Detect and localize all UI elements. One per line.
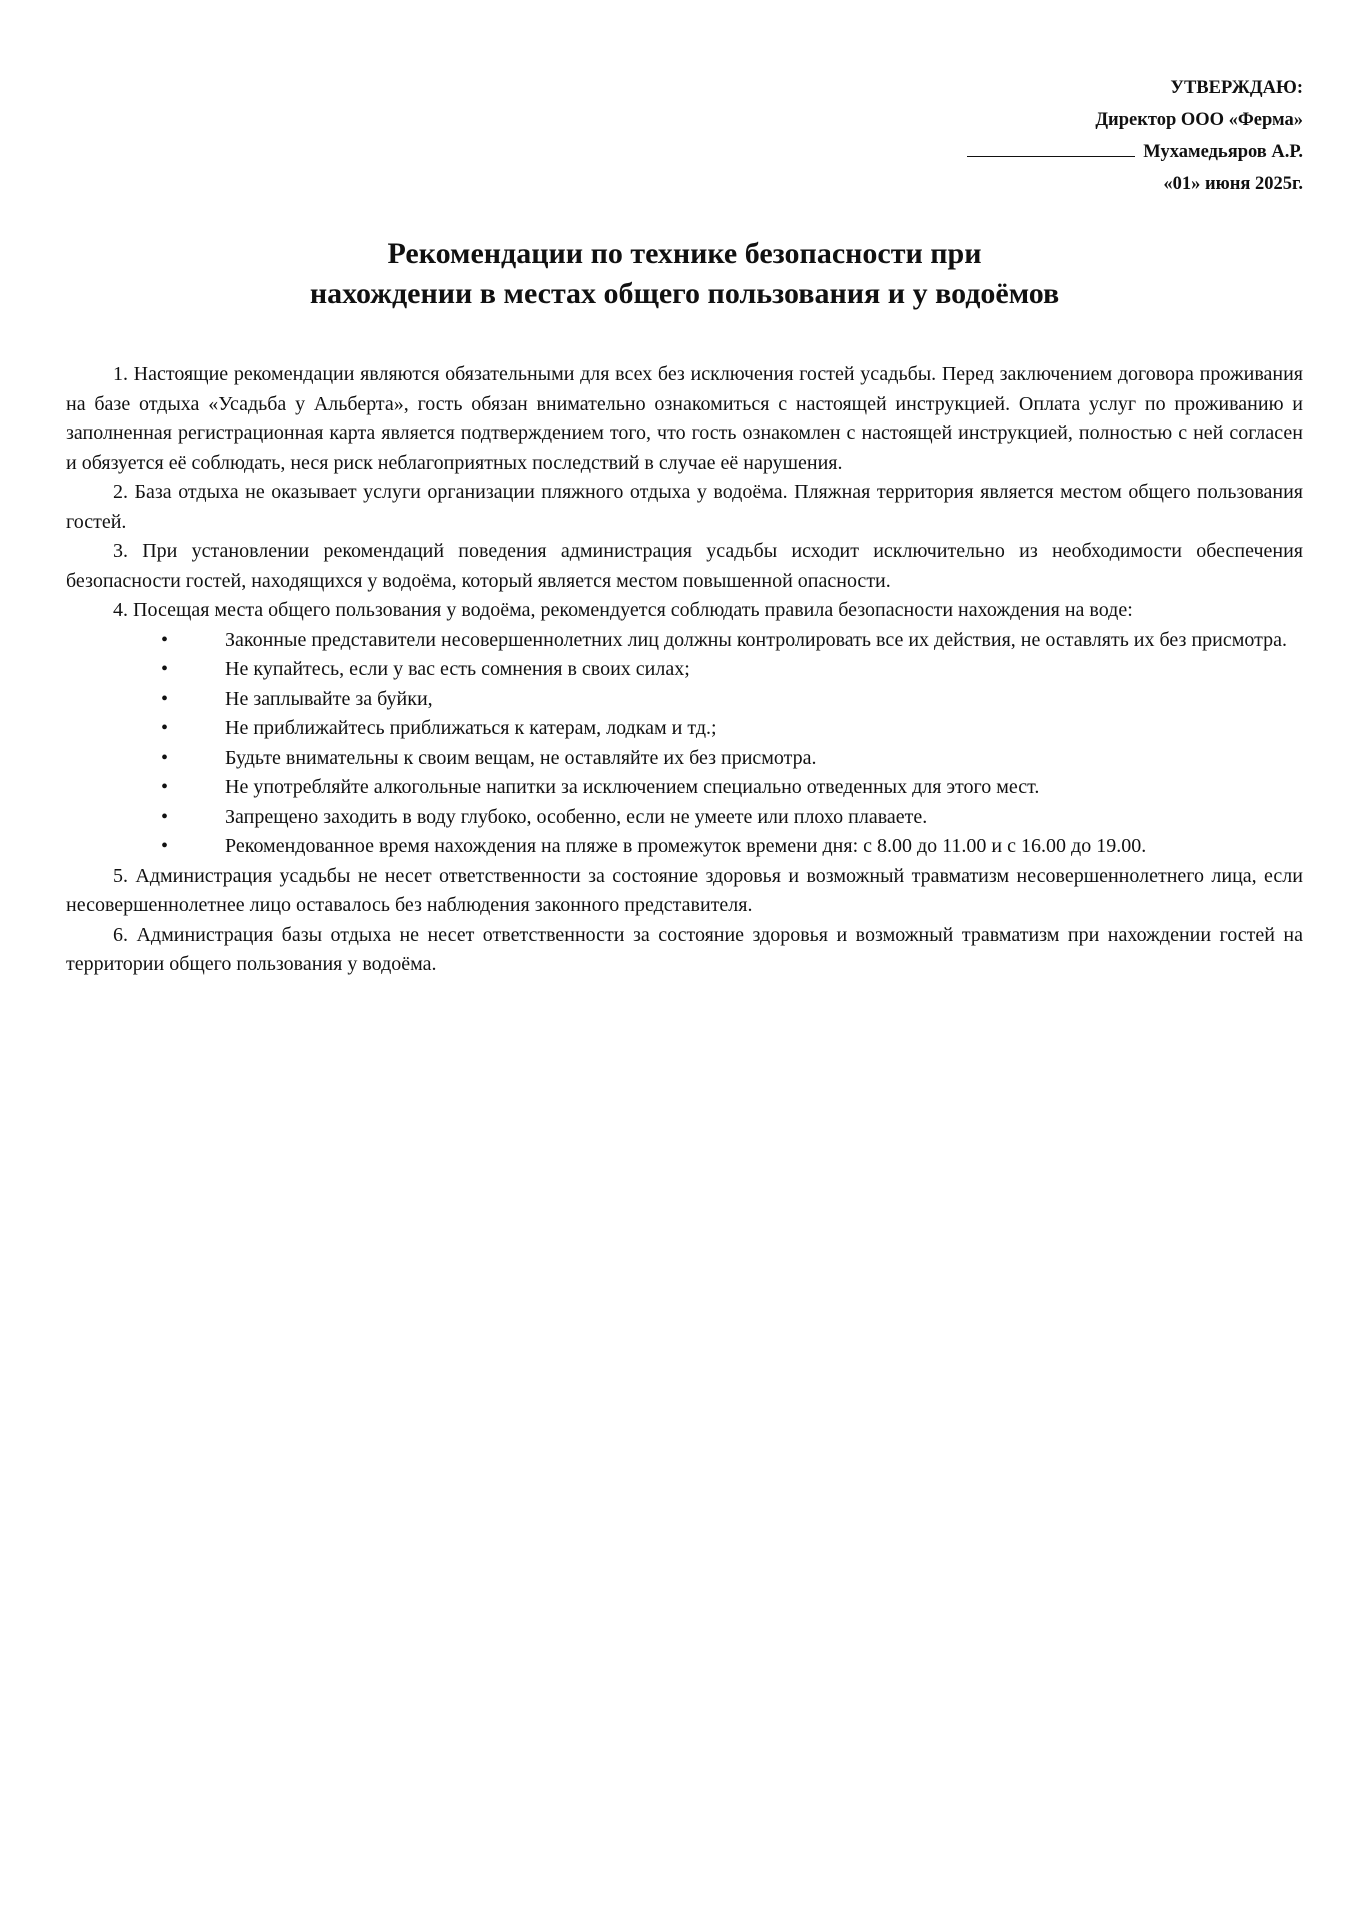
bullet-icon: • [161,776,169,798]
approval-signer-name: Мухамедьяров А.Р. [1143,142,1303,162]
approval-date: «01» июня 2025г. [1163,174,1303,194]
list-item [66,685,1303,715]
bullet-icon: • [161,746,169,769]
bullet-icon: • [161,835,169,857]
list-item [66,655,1303,685]
bullet-icon: • [161,628,169,651]
paragraph-5: 5. Администрация усадьбы не несет ответственности за состояние здоровья и возможный травматизм несовершеннолетнего лица, если несовершеннолетнее лицо оставалось без наблюдения законного представителя. [66,864,1303,916]
list-item-text: Не купайтесь, если у вас есть сомнения в своих силах; [225,658,690,680]
document-title [66,234,1303,314]
safety-rules-list [66,626,1303,862]
list-item [66,803,1303,833]
paragraph-4: 4. Посещая места общего пользования у водоёма, рекомендуется соблюдать правила безопасности нахождения на воде: [113,599,1133,621]
list-item-text: Будьте внимательны к своим вещам, не оставляйте их без присмотра. [225,746,817,769]
document-body [66,360,1303,980]
signature-line [967,138,1135,157]
list-item-text: Не употребляйте алкогольные напитки за исключением специально отведенных для этого мест. [225,776,1040,798]
paragraph-6: 6. Администрация базы отдыха не несет ответственности за состояние здоровья и возможный травматизм при нахождении гостей на территории общего пользования у водоёма. [66,923,1303,975]
list-item-text: Запрещено заходить в воду глубоко, особенно, если не умеете или плохо плаваете. [225,805,928,828]
bullet-icon: • [161,805,169,828]
list-item-text: Рекомендованное время нахождения на пляже в промежуток времени дня: с 8.00 до 11.00 и с 16.00 до 19.00. [225,835,1147,857]
approval-heading: УТВЕРЖДАЮ: [1170,78,1303,98]
list-item [66,832,1303,862]
approval-signature-row [967,136,1303,168]
paragraph-2: 2. База отдыха не оказывает услуги организации пляжного отдыха у водоёма. Пляжная территория является местом общего пользования гостей. [66,481,1303,533]
list-item [66,744,1303,774]
list-item-text: Не заплывайте за буйки, [225,687,433,710]
title-line-1: Рекомендации по технике безопасности при [387,237,982,270]
list-item [66,626,1303,656]
bullet-icon: • [161,687,169,710]
list-item-text: Не приближайтесь приближаться к катерам, лодкам и тд.; [225,717,717,739]
paragraph-1: 1. Настоящие рекомендации являются обязательными для всех без исключения гостей усадьбы. Перед заключением договора проживания на базе отдыха «Усадьба у Альберта», гость обязан внимательно ознакомиться с настоящей инструкцией. Оплата услуг по проживанию и заполненная регистрационная карта является подтверждением того, что гость ознакомлен с настоящей инструкцией, полностью с ней согласен и обязуется её соблюдать, неся риск неблагоприятных последствий в случае её нарушения. [66,363,1303,474]
list-item [66,714,1303,744]
bullet-icon: • [161,658,169,680]
approval-position: Директор ООО «Ферма» [1095,110,1303,130]
paragraph-3: 3. При установлении рекомендаций поведения администрация усадьбы исходит исключительно из необходимости обеспечения безопасности гостей, находящихся у водоёма, который является местом повышенной опасности. [66,540,1303,592]
list-item [66,773,1303,803]
bullet-icon: • [161,717,169,739]
list-item-text: Законные представители несовершеннолетних лиц должны контролировать все их действия, не оставлять их без присмотра. [225,628,1287,651]
approval-block [967,72,1303,200]
title-line-2: нахождении в местах общего пользования и у водоёмов [309,277,1060,310]
